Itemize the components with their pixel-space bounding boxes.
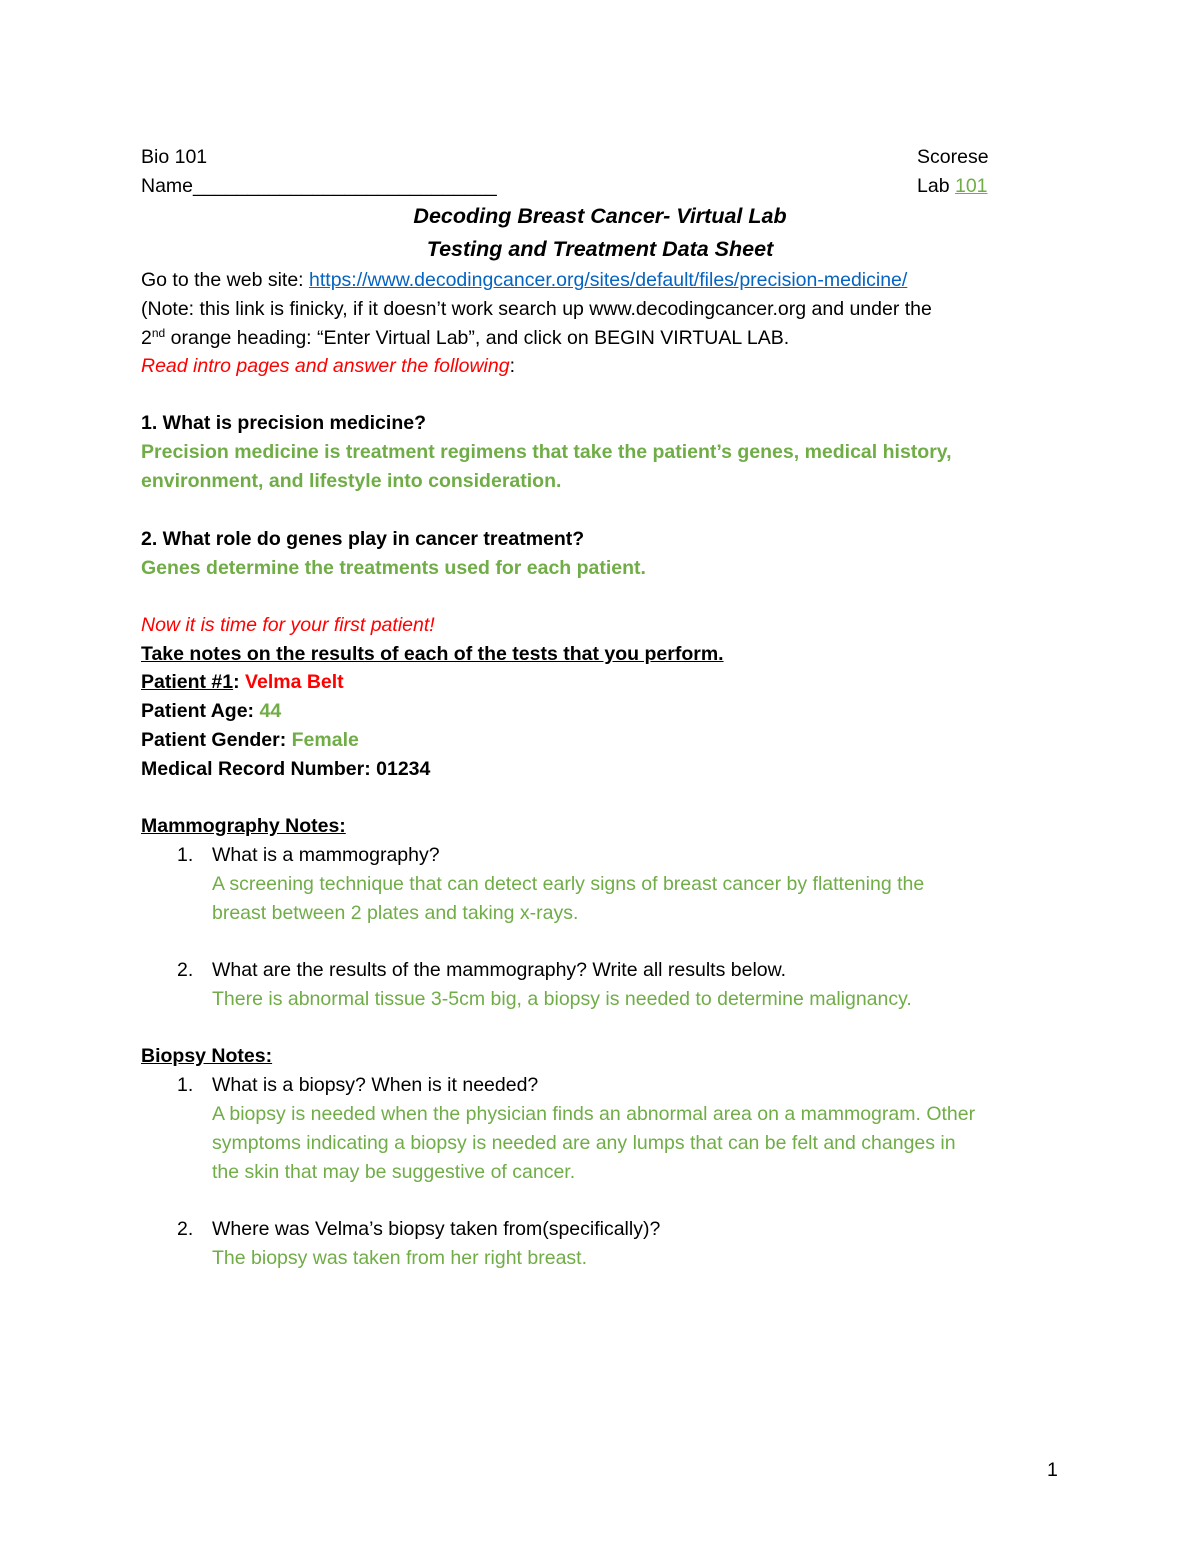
biopsy-answer-1-line-3: the skin that may be suggestive of cancer. — [212, 1161, 576, 1183]
biopsy-item-1-number: 1. — [177, 1074, 194, 1096]
mammography-item-1-number: 1. — [177, 844, 194, 866]
document-subtitle: Testing and Treatment Data Sheet — [426, 237, 774, 261]
note-line-1: (Note: this link is finicky, if it doesn’t work search up www.decodingcancer.org and under the — [141, 298, 932, 320]
mammography-answer-2-line-1: There is abnormal tissue 3-5cm big, a biopsy is needed to determine malignancy. — [212, 988, 912, 1010]
website-link[interactable]: https://www.decodingcancer.org/sites/default/files/precision-medicine/ — [309, 269, 908, 291]
question-2: 2. What role do genes play in cancer treatment? — [141, 528, 585, 550]
note-ordinal: 2 — [141, 327, 152, 349]
patient-name-line — [141, 673, 344, 693]
biopsy-heading: Biopsy Notes: — [141, 1045, 273, 1067]
instruction-colon: : — [509, 355, 515, 377]
document-title: Decoding Breast Cancer- Virtual Lab — [413, 204, 787, 228]
gender-label: Patient Gender: — [141, 729, 292, 751]
question-1: 1. What is precision medicine? — [141, 412, 426, 434]
mammography-question-2: What are the results of the mammography? Write all results below. — [212, 959, 787, 981]
instructor-name: Scorese — [917, 146, 989, 168]
lab-number: 101 — [954, 175, 988, 197]
mammography-item-2-number: 2. — [177, 959, 194, 981]
note-line-2 — [141, 326, 790, 349]
mammography-heading: Mammography Notes: — [141, 815, 346, 837]
patient-age-line — [141, 702, 281, 722]
name-blank: ____________________________ — [193, 175, 497, 197]
age-label: Patient Age: — [141, 700, 260, 722]
note-line-2-text: orange heading: “Enter Virtual Lab”, and click on BEGIN VIRTUAL LAB. — [165, 327, 790, 349]
answer-1-line-1: Precision medicine is treatment regimens that take the patient’s genes, medical history, — [141, 441, 952, 463]
biopsy-answer-2-line-1: The biopsy was taken from her right breast. — [212, 1247, 588, 1269]
medical-record-line: Medical Record Number: 01234 — [141, 758, 431, 780]
patient-label: Patient #1 — [141, 671, 234, 693]
goto-text: Go to the web site: — [141, 269, 310, 291]
biopsy-answer-1-line-2: symptoms indicating a biopsy is needed are any lumps that can be felt and changes in — [212, 1132, 956, 1154]
instruction-text: Read intro pages and answer the following — [141, 355, 510, 377]
instruction-line — [141, 357, 515, 377]
biopsy-question-2: Where was Velma’s biopsy taken from(specifically)? — [212, 1218, 661, 1240]
note-ordinal-suffix: nd — [151, 326, 166, 340]
name-label: Name — [141, 175, 194, 197]
lab-line — [917, 177, 988, 197]
patient-gender-line — [141, 731, 359, 751]
notes-instruction: Take notes on the results of each of the tests that you perform. — [141, 643, 724, 665]
biopsy-answer-1-line-1: A biopsy is needed when the physician finds an abnormal area on a mammogram. Other — [212, 1103, 976, 1125]
answer-1-line-2: environment, and lifestyle into consideration. — [141, 470, 562, 492]
course-label: Bio 101 — [141, 146, 208, 168]
mammography-question-1: What is a mammography? — [212, 844, 440, 866]
page-number: 1 — [1047, 1459, 1058, 1481]
answer-2-line-1: Genes determine the treatments used for each patient. — [141, 557, 646, 579]
biopsy-item-2-number: 2. — [177, 1218, 194, 1240]
lab-label: Lab — [917, 175, 950, 197]
mammography-answer-1-line-1: A screening technique that can detect early signs of breast cancer by flattening the — [212, 873, 925, 895]
biopsy-question-1: What is a biopsy? When is it needed? — [212, 1074, 539, 1096]
name-line — [141, 177, 497, 197]
gender-value: Female — [291, 729, 359, 751]
patient-name: Velma Belt — [245, 671, 344, 693]
patient-colon: : — [233, 671, 246, 693]
patient-prompt: Now it is time for your first patient! — [141, 614, 435, 636]
age-value: 44 — [259, 700, 282, 722]
mammography-answer-1-line-2: breast between 2 plates and taking x-rays. — [212, 902, 579, 924]
website-line — [141, 271, 907, 291]
